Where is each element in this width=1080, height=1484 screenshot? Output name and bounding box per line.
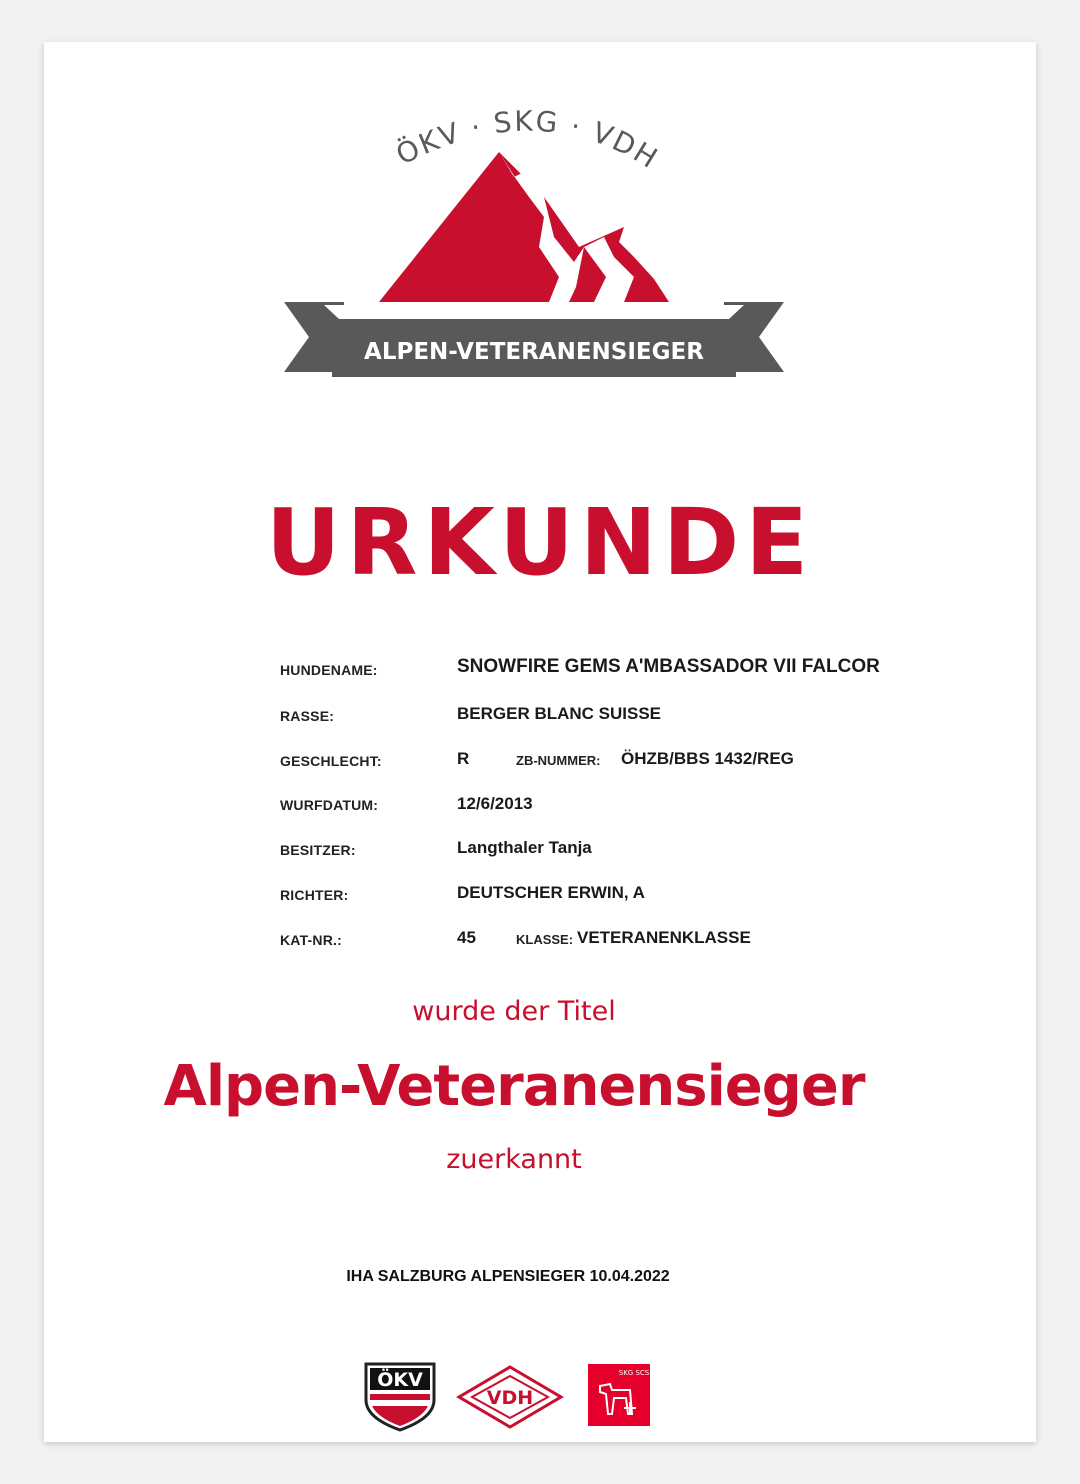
label-geschlecht: GESCHLECHT:	[280, 753, 382, 769]
label-kat-nr: KAT-NR.:	[280, 932, 342, 948]
award-line-1: wurde der Titel	[412, 996, 616, 1027]
value-kat-nr: 45	[457, 928, 476, 947]
certificate-title: URKUNDE	[265, 489, 815, 596]
label-zb-nummer: ZB-NUMMER:	[516, 753, 601, 768]
certificate-sheet	[44, 42, 1036, 1442]
award-title: Alpen-Veteranensieger	[163, 1054, 865, 1119]
event-footer: IHA SALZBURG ALPENSIEGER 10.04.2022	[346, 1268, 670, 1285]
okv-badge-icon	[362, 1360, 438, 1432]
value-hundename: SNOWFIRE GEMS A'MBASSADOR VII FALCOR	[457, 656, 880, 677]
value-klasse: VETERANENKLASSE	[577, 928, 751, 947]
value-zb-nummer: ÖHZB/BBS 1432/REG	[621, 749, 794, 768]
value-besitzer: Langthaler Tanja	[457, 838, 592, 857]
label-richter: RICHTER:	[280, 887, 349, 903]
vdh-badge-icon	[456, 1364, 564, 1430]
logo-banner-text: ALPEN-VETERANENSIEGER	[364, 339, 704, 365]
svg-text:SKG SCS: SKG SCS	[618, 1369, 650, 1377]
svg-text:VDH: VDH	[486, 1387, 534, 1409]
value-wurfdatum: 12/6/2013	[457, 794, 533, 813]
alpen-veteranensieger-logo	[284, 97, 784, 397]
label-besitzer: BESITZER:	[280, 842, 356, 858]
value-richter: DEUTSCHER ERWIN, A	[457, 883, 645, 902]
value-rasse: BERGER BLANC SUISSE	[457, 704, 662, 723]
label-hundename: HUNDENAME:	[280, 662, 378, 678]
skg-badge-icon	[586, 1362, 652, 1428]
logo-arc-text: ÖKV · SKG · VDH	[390, 104, 665, 176]
value-geschlecht: R	[457, 749, 470, 768]
svg-text:ÖKV: ÖKV	[377, 1369, 423, 1391]
label-wurfdatum: WURFDATUM:	[280, 797, 379, 813]
label-rasse: RASSE:	[280, 708, 335, 724]
label-klasse: KLASSE:	[516, 932, 574, 947]
award-line-3: zuerkannt	[446, 1144, 582, 1175]
